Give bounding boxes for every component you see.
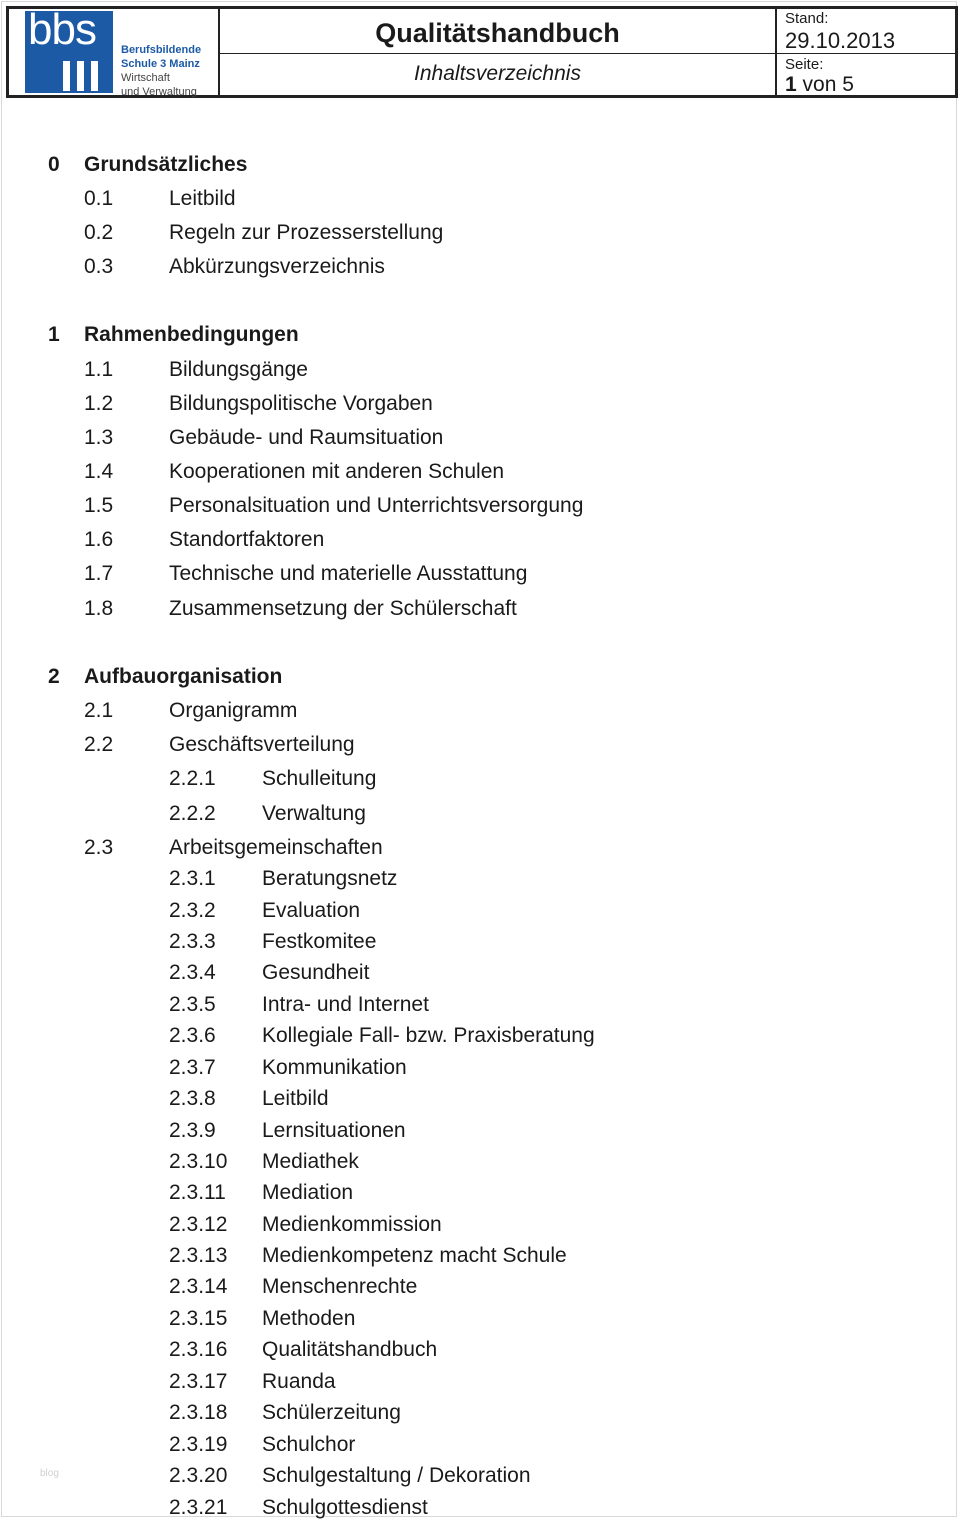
toc-title: Kooperationen mit anderen Schulen xyxy=(169,460,505,483)
logo-line-4: und Verwaltung xyxy=(121,86,197,98)
toc-chapter xyxy=(2,323,958,351)
bbs-logo-mark xyxy=(25,5,113,93)
toc-subsection xyxy=(2,1464,958,1492)
toc-title: Menschenrechte xyxy=(262,1275,418,1298)
toc-subsection xyxy=(2,1150,958,1178)
page-number xyxy=(785,73,854,97)
toc-title: Technische und materielle Ausstattung xyxy=(169,562,528,585)
toc-number: 1.4 xyxy=(84,460,114,483)
page-current: 1 xyxy=(785,73,797,96)
toc-chapter xyxy=(2,153,958,181)
toc-number: 2.3.7 xyxy=(169,1056,216,1079)
toc-subsection xyxy=(2,1087,958,1115)
toc-number: 1.7 xyxy=(84,562,114,585)
toc-number: 2.3.19 xyxy=(169,1433,228,1456)
toc-section xyxy=(2,392,958,420)
toc-section xyxy=(2,597,958,625)
toc-subsection xyxy=(2,1181,958,1209)
logo-mark-text: bbs xyxy=(28,5,96,54)
toc-title: Mediation xyxy=(262,1181,354,1204)
toc-number: 2.3.3 xyxy=(169,930,216,953)
seite-label: Seite: xyxy=(785,56,824,73)
toc-title: Ruanda xyxy=(262,1370,336,1393)
toc-title: Arbeitsgemeinschaften xyxy=(169,836,383,859)
toc-subsection xyxy=(2,867,958,895)
toc-number: 2.2 xyxy=(84,733,114,756)
toc-title: Medienkommission xyxy=(262,1213,442,1236)
toc-number: 2.3.8 xyxy=(169,1087,216,1110)
toc-number: 2.3.21 xyxy=(169,1496,228,1519)
toc-section xyxy=(2,733,958,761)
toc-title: Rahmenbedingungen xyxy=(84,323,299,346)
toc-chapter xyxy=(2,665,958,693)
toc-subsection xyxy=(2,1401,958,1429)
toc-number: 1 xyxy=(48,323,60,346)
toc-number: 1.6 xyxy=(84,528,114,551)
toc-title: Schülerzeitung xyxy=(262,1401,401,1424)
logo-line-2: Schule 3 Mainz xyxy=(121,58,200,70)
stand-date: 29.10.2013 xyxy=(785,28,896,53)
toc-number: 2.1 xyxy=(84,699,114,722)
toc-title: Medienkompetenz macht Schule xyxy=(262,1244,567,1267)
toc-subsection xyxy=(2,1338,958,1366)
toc-section xyxy=(2,460,958,488)
toc-number: 2.3.9 xyxy=(169,1119,216,1142)
stand-label: Stand: xyxy=(785,10,829,27)
toc-title: Regeln zur Prozesserstellung xyxy=(169,221,444,244)
toc-number: 1.8 xyxy=(84,597,114,620)
toc-number: 1.1 xyxy=(84,358,114,381)
toc-subsection xyxy=(2,1056,958,1084)
toc-number: 2.3.2 xyxy=(169,899,216,922)
toc-subsection xyxy=(2,802,958,830)
toc-number: 2.3.17 xyxy=(169,1370,228,1393)
toc-title: Schulgestaltung / Dekoration xyxy=(262,1464,531,1487)
toc-title: Personalsituation und Unterrichtsversorgung xyxy=(169,494,584,517)
toc-title: Schulgottesdienst xyxy=(262,1496,428,1519)
toc-title: Evaluation xyxy=(262,899,361,922)
toc-number: 2.3.10 xyxy=(169,1150,228,1173)
toc-title: Intra- und Internet xyxy=(262,993,429,1016)
toc-number: 2.3.5 xyxy=(169,993,216,1016)
toc-subsection xyxy=(2,1307,958,1335)
logo-line-1: Berufsbildende xyxy=(121,44,202,56)
toc-subsection xyxy=(2,993,958,1021)
toc-subsection xyxy=(2,1024,958,1052)
toc-number: 2.3.14 xyxy=(169,1275,228,1298)
toc-number: 2.3.4 xyxy=(169,961,216,984)
document-header xyxy=(6,6,958,98)
toc-title: Abkürzungsverzeichnis xyxy=(169,255,385,278)
toc-title: Organigramm xyxy=(169,699,298,722)
page-total: von 5 xyxy=(796,73,854,96)
toc-number: 1.2 xyxy=(84,392,114,415)
toc-title: Standortfaktoren xyxy=(169,528,325,551)
toc-number: 2.3.1 xyxy=(169,867,216,890)
toc-title: Kommunikation xyxy=(262,1056,407,1079)
logo-line-3: Wirtschaft xyxy=(121,72,170,84)
toc-title: Beratungsnetz xyxy=(262,867,398,890)
toc-title: Gesundheit xyxy=(262,961,370,984)
toc-section xyxy=(2,255,958,283)
toc-number: 2.3 xyxy=(84,836,114,859)
toc-subsection xyxy=(2,1244,958,1272)
toc-section xyxy=(2,562,958,590)
toc-title: Kollegiale Fall- bzw. Praxisberatung xyxy=(262,1024,595,1047)
toc-section xyxy=(2,187,958,215)
toc-section xyxy=(2,528,958,556)
document-title: Qualitätshandbuch xyxy=(220,9,775,54)
toc-number: 2.3.15 xyxy=(169,1307,228,1330)
toc-title: Bildungsgänge xyxy=(169,358,308,381)
toc-title: Verwaltung xyxy=(262,802,366,825)
toc-subsection xyxy=(2,961,958,989)
toc-number: 0 xyxy=(48,153,60,176)
school-logo xyxy=(9,5,220,98)
toc-number: 2.3.13 xyxy=(169,1244,228,1267)
toc-number: 0.3 xyxy=(84,255,114,278)
toc-number: 2.3.20 xyxy=(169,1464,228,1487)
toc-number: 2.2.2 xyxy=(169,802,216,825)
toc-subsection xyxy=(2,899,958,927)
toc-title: Schulleitung xyxy=(262,767,377,790)
toc-subsection xyxy=(2,1213,958,1241)
document-page xyxy=(1,1,957,1517)
toc-title: Zusammensetzung der Schülerschaft xyxy=(169,597,517,620)
toc-title: Festkomitee xyxy=(262,930,377,953)
toc-section xyxy=(2,699,958,727)
toc-number: 0.2 xyxy=(84,221,114,244)
document-subtitle: Inhaltsverzeichnis xyxy=(414,62,581,85)
toc-subsection xyxy=(2,1275,958,1303)
toc-title: Aufbauorganisation xyxy=(84,665,283,688)
toc-number: 2.3.12 xyxy=(169,1213,228,1236)
toc-number: 1.5 xyxy=(84,494,114,517)
toc-title: Grundsätzliches xyxy=(84,153,248,176)
toc-title: Qualitätshandbuch xyxy=(262,1338,438,1361)
toc-title: Methoden xyxy=(262,1307,356,1330)
toc-title: Bildungspolitische Vorgaben xyxy=(169,392,433,415)
meta-cell xyxy=(777,9,955,95)
toc-section xyxy=(2,221,958,249)
toc-subsection xyxy=(2,767,958,795)
toc-number: 2.3.6 xyxy=(169,1024,216,1047)
toc-number: 2 xyxy=(48,665,60,688)
toc-number: 2.2.1 xyxy=(169,767,216,790)
watermark: blog xyxy=(40,1468,59,1479)
toc-section xyxy=(2,358,958,386)
toc-number: 2.3.18 xyxy=(169,1401,228,1424)
toc-subsection xyxy=(2,1119,958,1147)
stand-field xyxy=(777,9,955,54)
toc-number: 2.3.11 xyxy=(169,1181,226,1204)
toc-title: Lernsituationen xyxy=(262,1119,406,1142)
toc-number: 2.3.16 xyxy=(169,1338,228,1361)
toc-title: Leitbild xyxy=(262,1087,329,1110)
toc-title: Gebäude- und Raumsituation xyxy=(169,426,444,449)
toc-section xyxy=(2,836,958,864)
toc-section xyxy=(2,494,958,522)
toc-number: 0.1 xyxy=(84,187,114,210)
toc-title: Geschäftsverteilung xyxy=(169,733,355,756)
toc-number: 1.3 xyxy=(84,426,114,449)
logo-school-name xyxy=(121,43,201,99)
toc-subsection xyxy=(2,1433,958,1461)
page-number-field xyxy=(777,54,955,95)
toc-title: Leitbild xyxy=(169,187,236,210)
toc-section xyxy=(2,426,958,454)
title-cell xyxy=(220,9,777,95)
toc-title: Mediathek xyxy=(262,1150,359,1173)
toc-subsection xyxy=(2,1370,958,1398)
toc-subsection xyxy=(2,930,958,958)
toc-title: Schulchor xyxy=(262,1433,356,1456)
logo-bars-icon xyxy=(63,61,109,91)
